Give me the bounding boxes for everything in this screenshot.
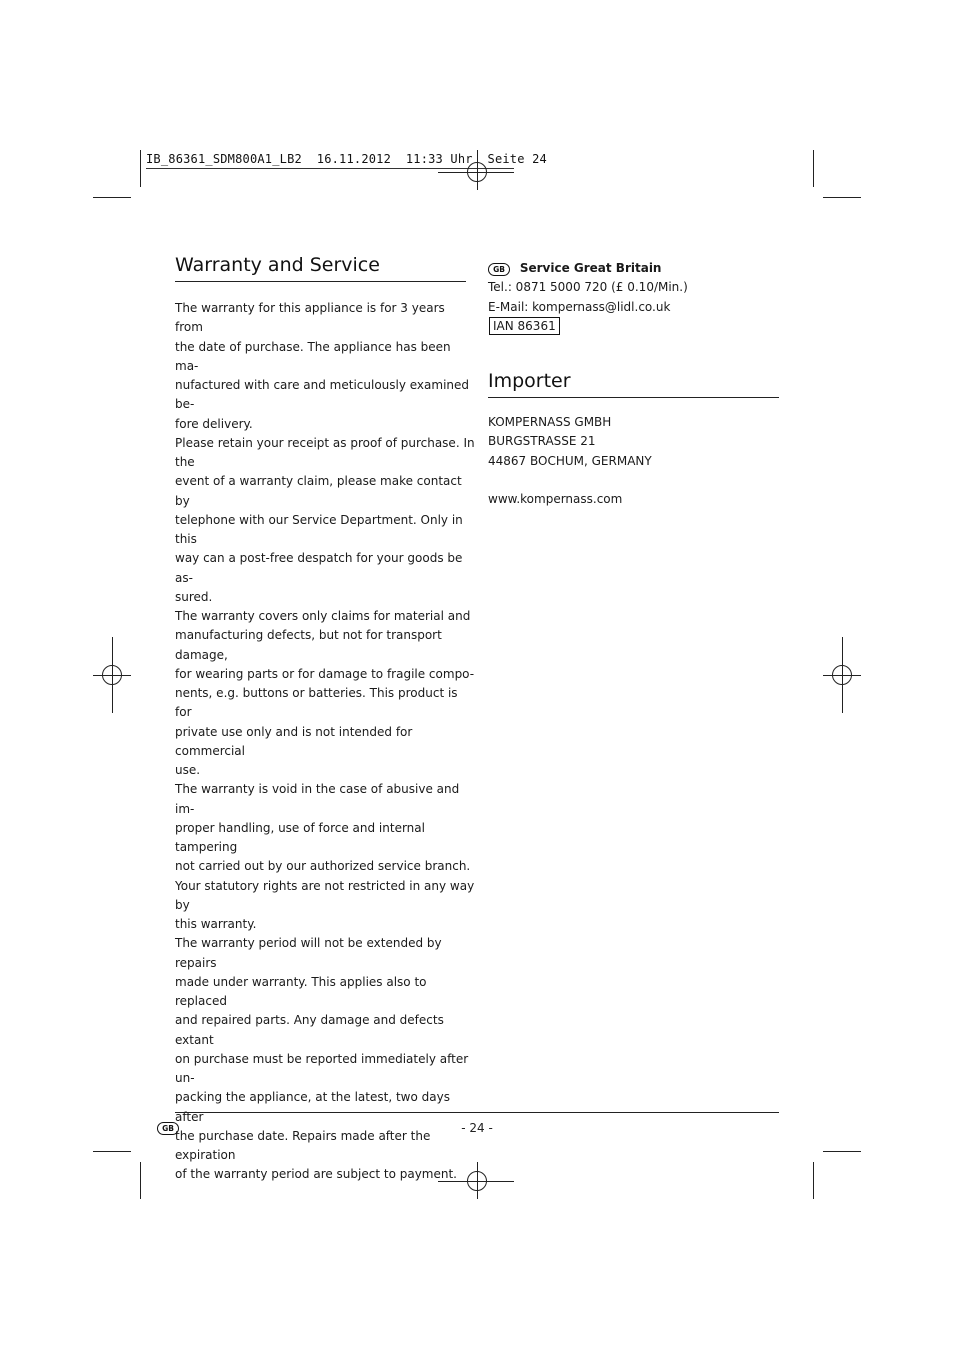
warranty-line: nents, e.g. buttons or batteries. This product is for [175, 686, 458, 720]
warranty-line: the date of purchase. The appliance has been ma- [175, 339, 451, 373]
crop-mark [823, 1151, 861, 1152]
warranty-line: The warranty period will not be extended by repairs [175, 936, 442, 970]
importer-website: www.kompernass.com [488, 491, 623, 506]
service-tel: Tel.: 0871 5000 720 (£ 0.10/Min.) [488, 280, 688, 295]
warranty-line: this warranty. [175, 917, 257, 931]
crop-mark [93, 197, 131, 198]
importer-heading-rule [488, 397, 779, 398]
service-email: E-Mail: kompernass@lidl.co.uk [488, 299, 671, 314]
warranty-line: Your statutory rights are not restricted in any way by [175, 878, 475, 912]
registration-circle [102, 665, 122, 685]
print-slug-underline [146, 168, 514, 169]
print-slug: IB_86361_SDM800A1_LB2 16.11.2012 11:33 Uhr Seite 24 [146, 152, 547, 166]
warranty-line: The warranty covers only claims for material and [175, 609, 471, 623]
warranty-line: for wearing parts or for damage to fragile compo- [175, 666, 475, 681]
gb-flag-icon: GB [488, 263, 510, 276]
warranty-line: nufactured with care and meticulously examined be- [175, 378, 470, 412]
warranty-line: packing the appliance, at the latest, two days after [175, 1090, 450, 1124]
crop-mark [813, 1162, 814, 1199]
service-block [488, 259, 788, 336]
warranty-line: private use only and is not intended for commercial [175, 724, 413, 758]
warranty-heading: Warranty and Service [175, 254, 380, 276]
importer-city: 44867 BOCHUM, GERMANY [488, 453, 652, 468]
warranty-line: manufacturing defects, but not for transport damage, [175, 628, 442, 662]
warranty-line: The warranty for this appliance is for 3 years from [175, 301, 445, 335]
warranty-line: not carried out by our authorized service branch. [175, 859, 471, 874]
warranty-line: made under warranty. This applies also to replaced [175, 974, 427, 1008]
footer-rule [175, 1112, 779, 1113]
warranty-heading-rule [175, 281, 466, 282]
importer-heading: Importer [488, 370, 571, 392]
warranty-line: proper handling, use of force and internal tampering [175, 820, 425, 854]
crop-mark [813, 150, 814, 187]
warranty-line: use. [175, 763, 201, 777]
service-title: Service Great Britain [519, 261, 662, 275]
warranty-line: way can a post-free despatch for your goods be as- [175, 551, 463, 585]
warranty-line: fore delivery. [175, 416, 253, 431]
warranty-body [175, 299, 475, 1185]
warranty-line: event of a warranty claim, please make contact by [175, 474, 462, 508]
gb-flag-icon: GB [157, 1122, 179, 1135]
crop-mark [823, 197, 861, 198]
warranty-line: the purchase date. Repairs made after the expiration [175, 1128, 431, 1162]
warranty-line: on purchase must be reported immediately after un- [175, 1051, 469, 1085]
service-title-row [488, 259, 788, 278]
importer-company: KOMPERNASS GMBH [488, 415, 612, 429]
crop-mark [93, 1151, 131, 1152]
warranty-line: and repaired parts. Any damage and defects extant [175, 1013, 444, 1047]
registration-circle [467, 162, 487, 182]
importer-address [488, 413, 788, 509]
registration-circle [832, 665, 852, 685]
importer-street: BURGSTRASSE 21 [488, 434, 596, 449]
warranty-line: Please retain your receipt as proof of purchase. In the [175, 435, 475, 469]
warranty-line: telephone with our Service Department. Only in this [175, 512, 463, 546]
warranty-line: sured. [175, 589, 213, 604]
warranty-line: The warranty is void in the case of abusive and im- [175, 782, 460, 816]
ian-badge: IAN 86361 [489, 317, 560, 335]
crop-mark [140, 1162, 141, 1199]
warranty-line: of the warranty period are subject to payment. [175, 1167, 457, 1182]
page-number: - 24 - [461, 1121, 493, 1135]
service-ian-row [488, 317, 788, 336]
crop-mark [140, 150, 141, 187]
